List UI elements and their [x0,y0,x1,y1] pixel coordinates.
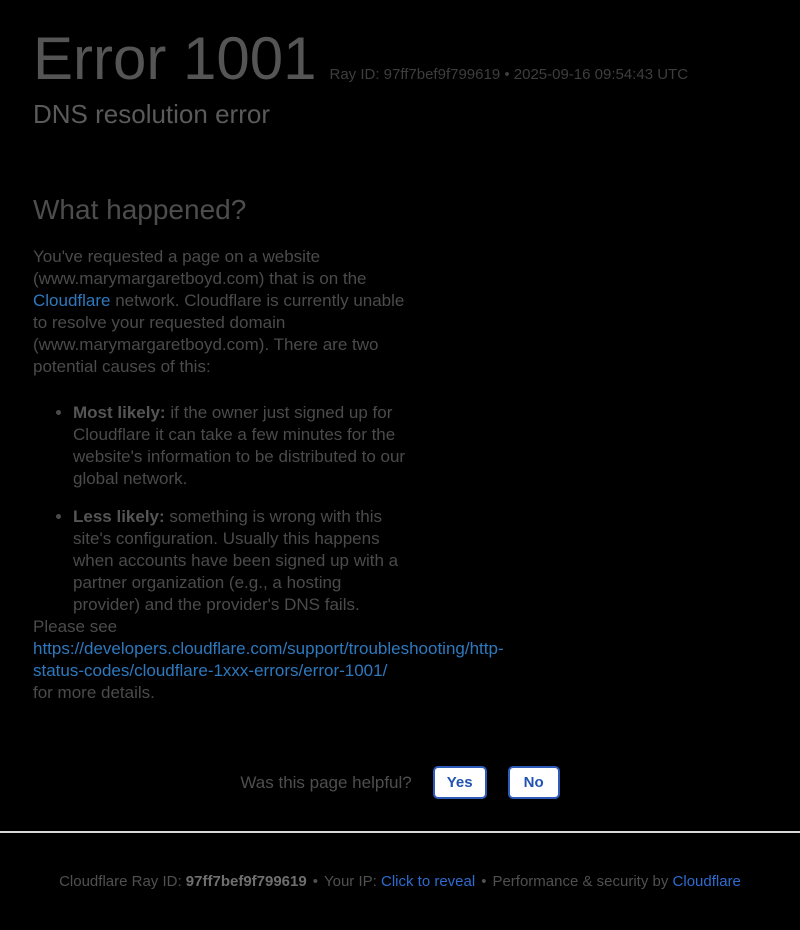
see-also-paragraph [33,616,504,704]
cause-label: Most likely: [73,403,166,422]
no-button[interactable]: No [508,766,560,799]
footer [0,831,800,930]
cause-text: if the owner just signed up for Cloudflare it can take a few minutes for the website's information to be distributed to our global network. [73,403,406,488]
footer-ray-label: Cloudflare Ray ID: [59,872,186,890]
footer-perf-label: Performance & security by [492,872,669,890]
causes-list [33,402,408,616]
section-heading: What happened? [33,194,247,225]
intro-text-after: network. Cloudflare is currently unable to resolve your requested domain (www.marymargaretboyd.com). There are two potential causes of this: [33,291,405,376]
see-also-after: for more details. [33,683,155,702]
footer-ray-id: 97ff7bef9f799619 [185,872,307,890]
intro-paragraph [33,246,408,378]
title-row [33,27,767,90]
intro-text-before: You've requested a page on a website (www.marymargaretboyd.com) that is on the [33,247,367,288]
what-happened-section [33,193,504,704]
feedback-question: Was this page helpful? [240,772,412,792]
cloudflare-footer-link[interactable]: Cloudflare [672,872,741,890]
footer-line [59,871,741,893]
footer-separator: • [481,872,487,890]
docs-link[interactable]: https://developers.cloudflare.com/support/troubleshooting/http-status-codes/cloudflare-1xxx-errors/error-1001/ [33,639,504,680]
cause-label: Less likely: [73,507,165,526]
footer-ip-label: Your IP: [323,872,377,890]
cause-text: something is wrong with this site's configuration. Usually this happens when accounts have been signed up with a partner organization (e.g., a hosting provider) and the provider's DNS fails. [73,507,399,614]
cloudflare-link[interactable]: Cloudflare [33,291,111,310]
page-title: Error 1001 [33,25,317,92]
error-subtitle: DNS resolution error [33,99,270,129]
feedback-row [33,766,767,799]
header [33,27,767,130]
list-item-most-likely [73,402,408,490]
reveal-ip-link[interactable]: Click to reveal [380,872,476,890]
list-item-less-likely [73,506,408,616]
ray-id-line: Ray ID: 97ff7bef9f799619 • 2025-09-16 09:54:43 UTC [329,66,689,83]
yes-button[interactable]: Yes [433,766,487,799]
see-also-before: Please see [33,617,118,636]
footer-separator: • [312,872,318,890]
